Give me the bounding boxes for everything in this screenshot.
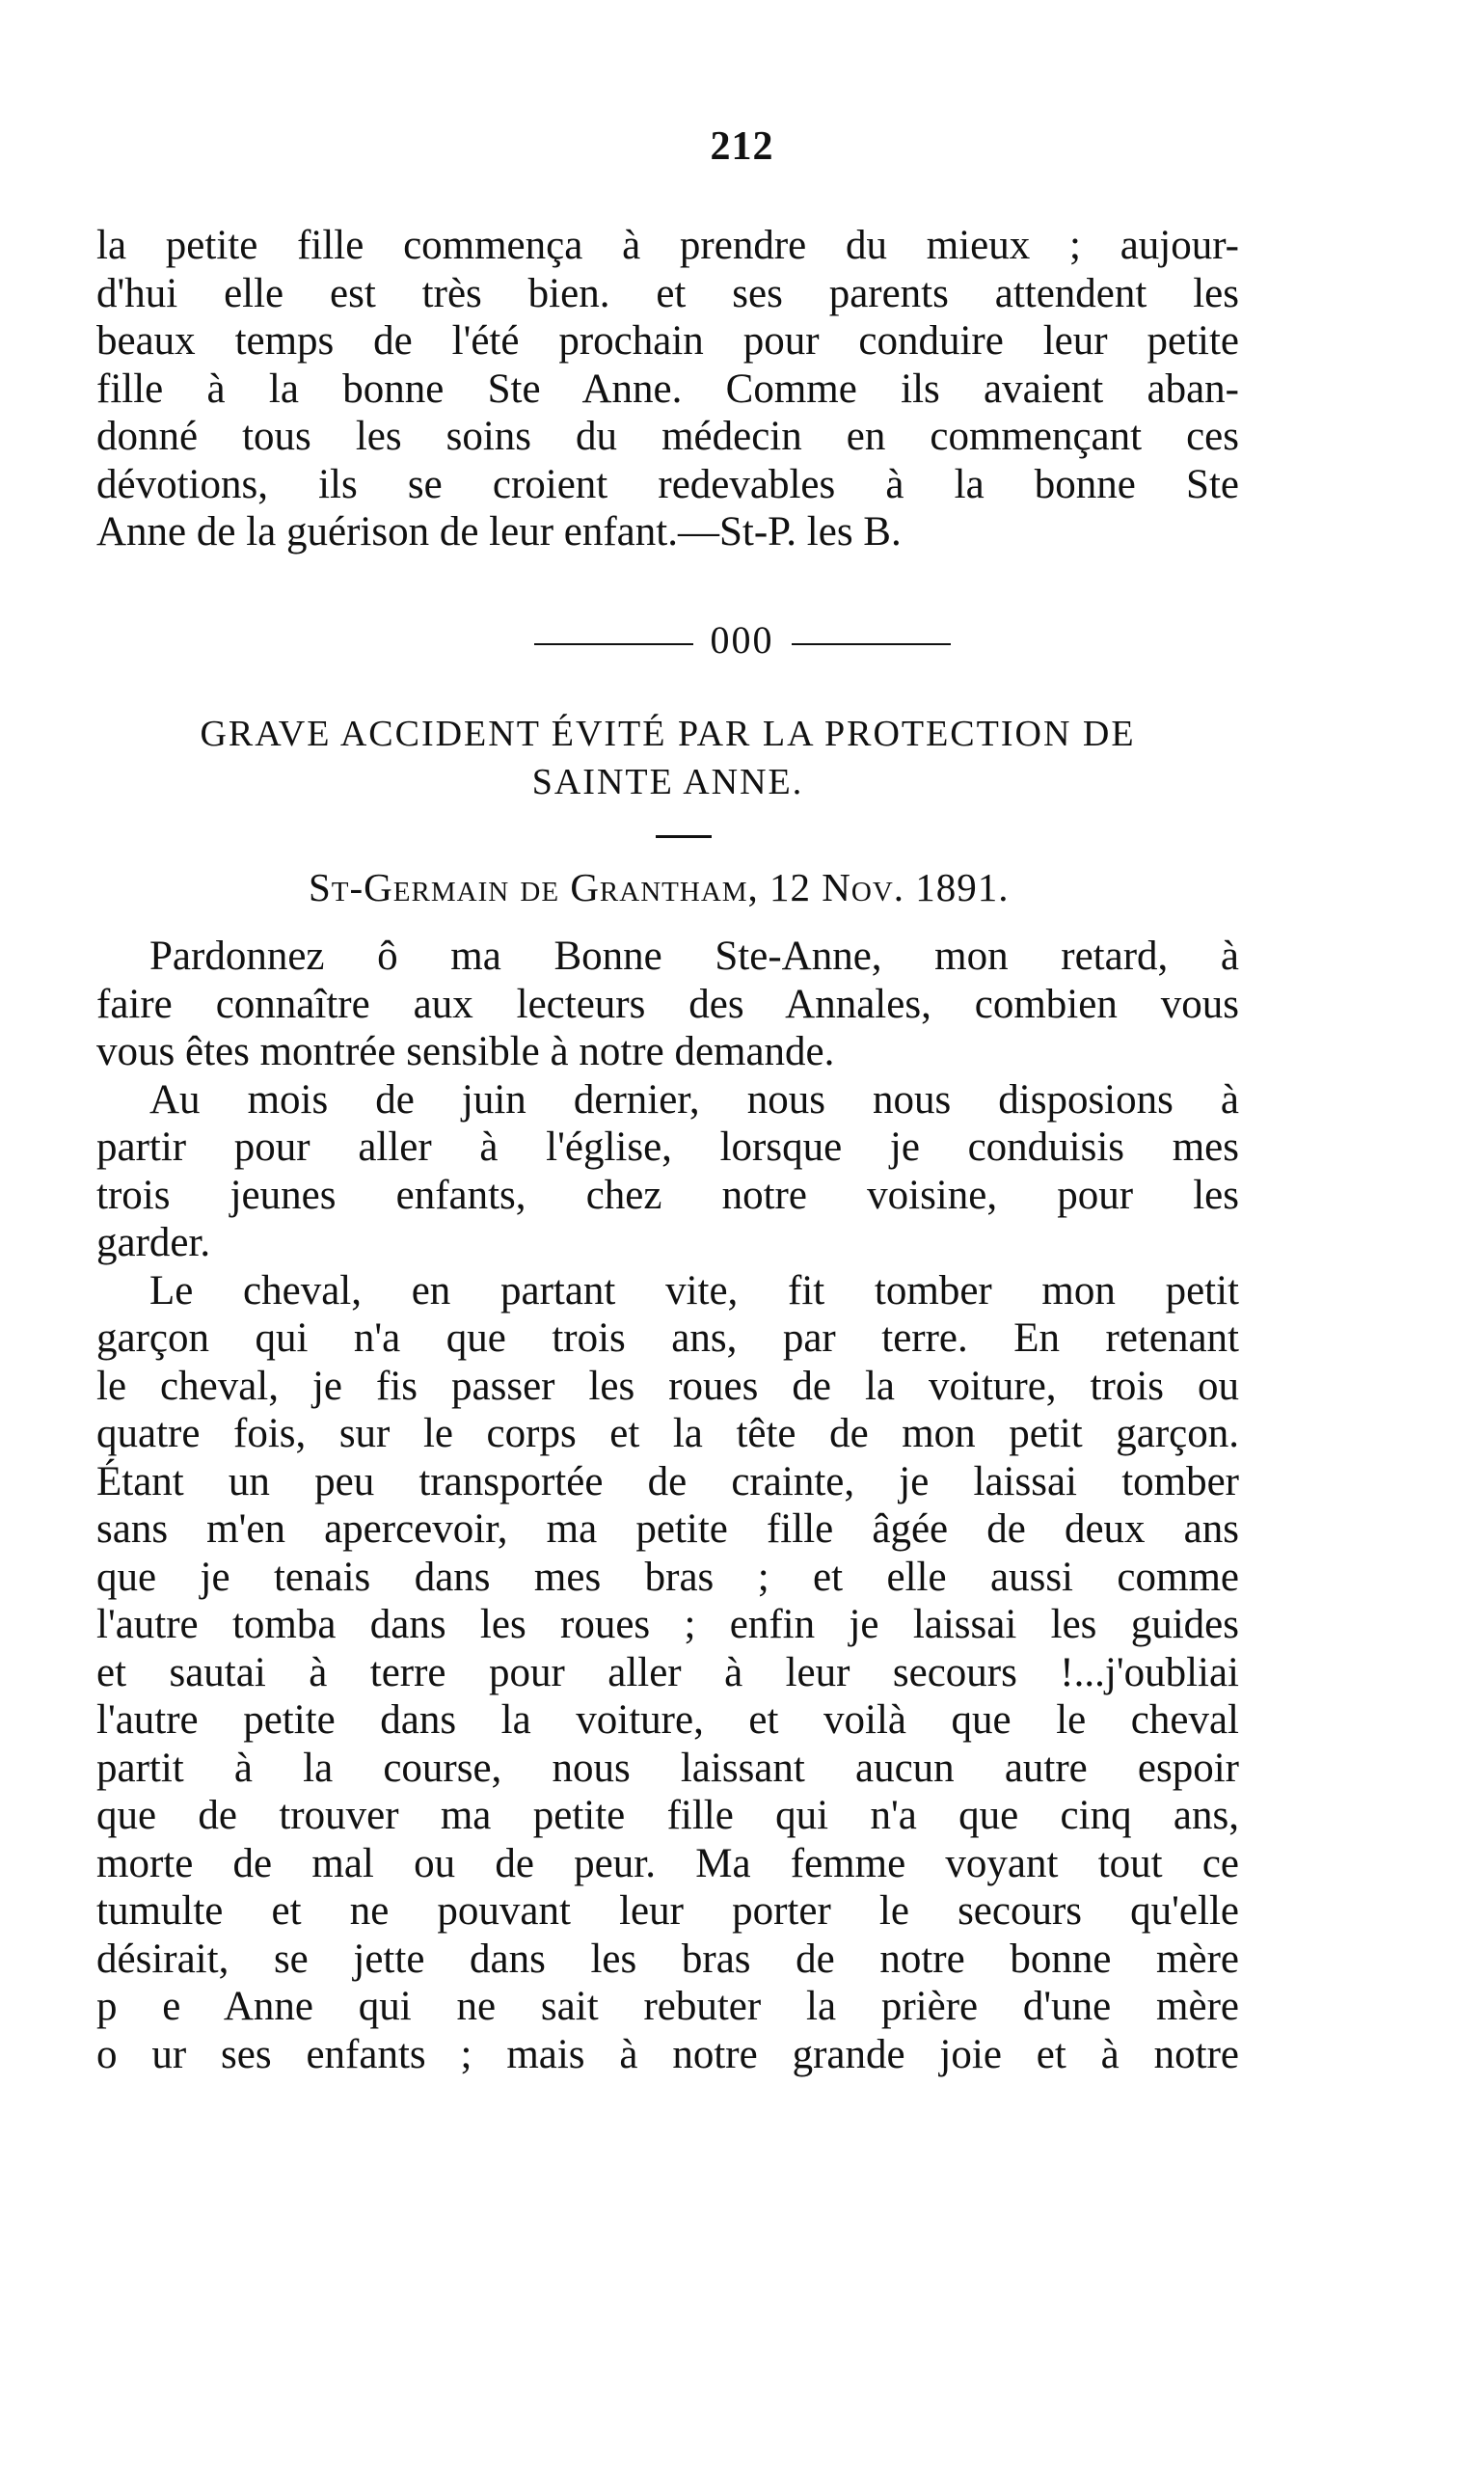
text-line: et sautai à terre pour aller à leur secours !...j'oubliai: [96, 1649, 1239, 1695]
separator-rule-left: [534, 643, 693, 645]
letter-body: [96, 933, 1239, 2078]
text-line: désirait, se jette dans les bras de notre bonne mère: [96, 1936, 1239, 1982]
text-line: partit à la course, nous laissant aucun autre espoir: [96, 1745, 1239, 1791]
text-line: sans m'en apercevoir, ma petite fille âgée de deux ans: [96, 1506, 1239, 1552]
text-line: la petite fille commença à prendre du mieux ; aujour-: [96, 223, 1239, 268]
intro-paragraph: [96, 222, 1239, 556]
text-line: le cheval, je fis passer les roues de la voiture, trois ou: [96, 1363, 1239, 1409]
text-line: quatre fois, sur le corps et la tête de mon petit garçon.: [96, 1411, 1239, 1456]
text-line: Pardonnez ô ma Bonne Ste-Anne, mon retard, à: [149, 934, 1239, 979]
title-line: SAINTE ANNE.: [531, 762, 804, 802]
text-line: Anne de la guérison de leur enfant.—St-P. les B.: [96, 509, 902, 555]
paragraph: [96, 1267, 1239, 2079]
text-line: fille à la bonne Ste Anne. Comme ils avaient aban-: [96, 366, 1239, 412]
text-line: Au mois de juin dernier, nous nous disposions à: [149, 1076, 1239, 1123]
dateline: St-Germain de Grantham, 12 Nov. 1891.: [309, 865, 1010, 909]
text-line: garder.: [96, 1220, 211, 1265]
text-line: garçon qui n'a que trois ans, par terre. En retenant: [96, 1315, 1239, 1361]
text-line: beaux temps de l'été prochain pour conduire leur petite: [96, 318, 1239, 364]
article-title: [96, 710, 1239, 806]
text-line: dévotions, ils se croient redevables à la bonne Ste: [96, 461, 1239, 507]
text-line: trois jeunes enfants, chez notre voisine, pour les: [96, 1172, 1239, 1218]
text-line: partir pour aller à l'église, lorsque je conduisis mes: [96, 1124, 1239, 1170]
text-line: vous êtes montrée sensible à notre demande.: [96, 1029, 835, 1074]
page-number: 212: [710, 124, 774, 169]
paragraph: [96, 222, 1239, 556]
text-line: d'hui elle est très bien. et ses parents attendent les: [96, 270, 1239, 316]
text-line: Le cheval, en partant vite, fit tomber mon petit: [149, 1267, 1239, 1314]
text-line: faire connaître aux lecteurs des Annales, combien vous: [96, 981, 1239, 1027]
text-line: morte de mal ou de peur. Ma femme voyant tout ce: [96, 1840, 1239, 1886]
paragraph: [96, 933, 1239, 1076]
text-line: donné tous les soins du médecin en commençant ces: [96, 414, 1239, 459]
title-rule: [656, 835, 712, 838]
text-line: tumulte et ne pouvant leur porter le secours qu'elle: [96, 1888, 1239, 1934]
title-line: GRAVE ACCIDENT ÉVITÉ PAR LA PROTECTION DE: [200, 714, 1136, 754]
section-separator: [0, 617, 1484, 663]
text-line: p e Anne qui ne sait rebuter la prière d'une mère: [96, 1984, 1239, 2029]
text-line: o ur ses enfants ; mais à notre grande joie et à notre: [96, 2031, 1239, 2077]
text-line: que je tenais dans mes bras ; et elle aussi comme: [96, 1554, 1239, 1600]
text-line: Étant un peu transportée de crainte, je laissai tomber: [96, 1458, 1239, 1504]
text-line: l'autre tomba dans les roues ; enfin je laissai les guides: [96, 1602, 1239, 1647]
text-line: que de trouver ma petite fille qui n'a que cinq ans,: [96, 1793, 1239, 1838]
separator-mark: 000: [710, 618, 774, 662]
text-line: l'autre petite dans la voiture, et voilà que le cheval: [96, 1697, 1239, 1743]
paragraph: [96, 1076, 1239, 1267]
separator-rule-right: [792, 643, 951, 645]
